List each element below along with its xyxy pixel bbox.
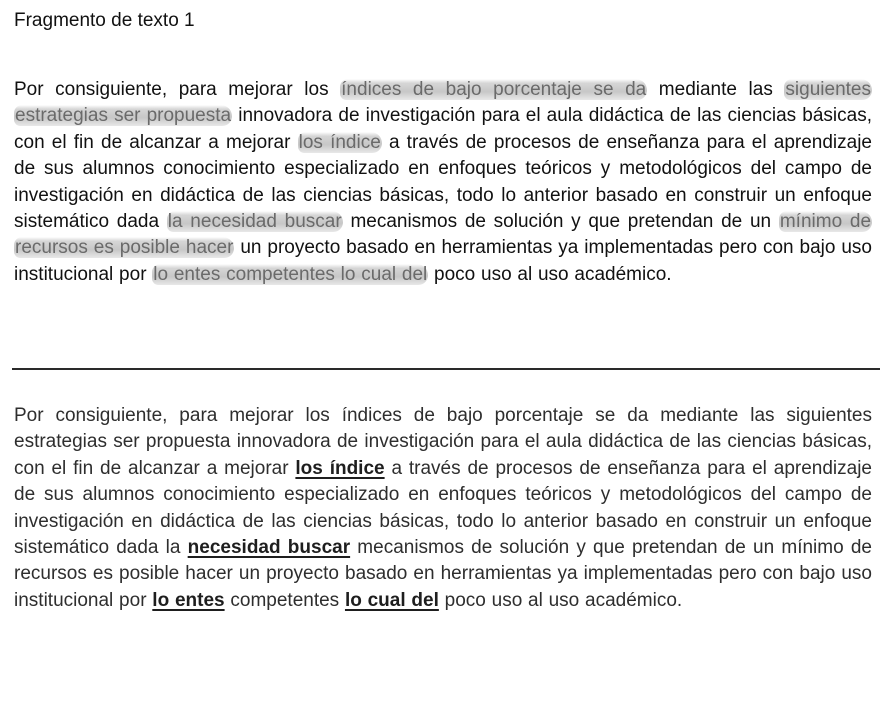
marked-segment: lo entes <box>152 589 225 611</box>
text-segment: a través de procesos de enseñanza para el aprendizaje de sus alumnos conocimiento especializado en enfoques teóricos y metodológicos del campo de investigación en didáctica de las ciencias básicas, todo lo anterior basado en construir un enfoque sistemático dada <box>14 131 872 233</box>
highlighted-segment: la necesidad buscar <box>167 211 342 233</box>
text-segment: Por consiguiente, para mejorar los <box>14 79 341 100</box>
original-paragraph <box>14 77 872 288</box>
highlighted-segment: los índice <box>298 131 381 153</box>
marked-segment: necesidad buscar <box>187 537 351 559</box>
fragment-title: Fragmento de texto 1 <box>14 10 195 31</box>
highlighted-segment: mínimo de recursos es posible hacer <box>15 211 872 259</box>
text-segment: mediante las <box>647 79 785 100</box>
highlighted-segment: siguientes estrategias ser propuesta <box>15 79 871 127</box>
text-segment: mecanismos de solución y que pretendan de un <box>342 211 779 233</box>
marked-segment: los índice <box>295 457 385 479</box>
marked-segment: lo cual del <box>344 589 439 611</box>
highlighted-segment: índices de bajo porcentaje se da <box>341 79 647 100</box>
section-divider <box>12 368 880 370</box>
corrected-paragraph <box>14 403 872 614</box>
highlighted-segment: lo entes competentes lo cual del <box>153 263 428 285</box>
text-segment: a través de procesos de enseñanza para el aprendizaje de sus alumnos conocimiento especializado en enfoques teóricos y metodológicos del campo de investigación en didáctica de las ciencias básicas, todo lo anterior basado en construir un enfoque sistemático dada la <box>14 457 872 559</box>
text-segment: mecanismos de solución y que pretendan de un mínimo de recursos es posible hacer un proyecto basado en herramientas ya implementadas pero con bajo uso institucional por <box>14 537 872 611</box>
text-segment: Por consiguiente, para mejorar los índices de bajo porcentaje se da mediante las siguientes estrategias ser propuesta innovadora de investigación para el aula didáctica de las ciencias básicas, con el fin de alcanzar a mejorar <box>14 405 872 479</box>
text-segment: innovadora de investigación para el aula didáctica de las ciencias básicas, con el fin de alcanzar a mejorar <box>14 105 872 153</box>
text-segment: poco uso al uso académico. <box>438 589 683 611</box>
text-segment: competentes <box>224 589 345 611</box>
text-segment: poco uso al uso académico. <box>428 263 672 285</box>
text-segment: un proyecto basado en herramientas ya implementadas pero con bajo uso institucional por <box>14 237 872 285</box>
